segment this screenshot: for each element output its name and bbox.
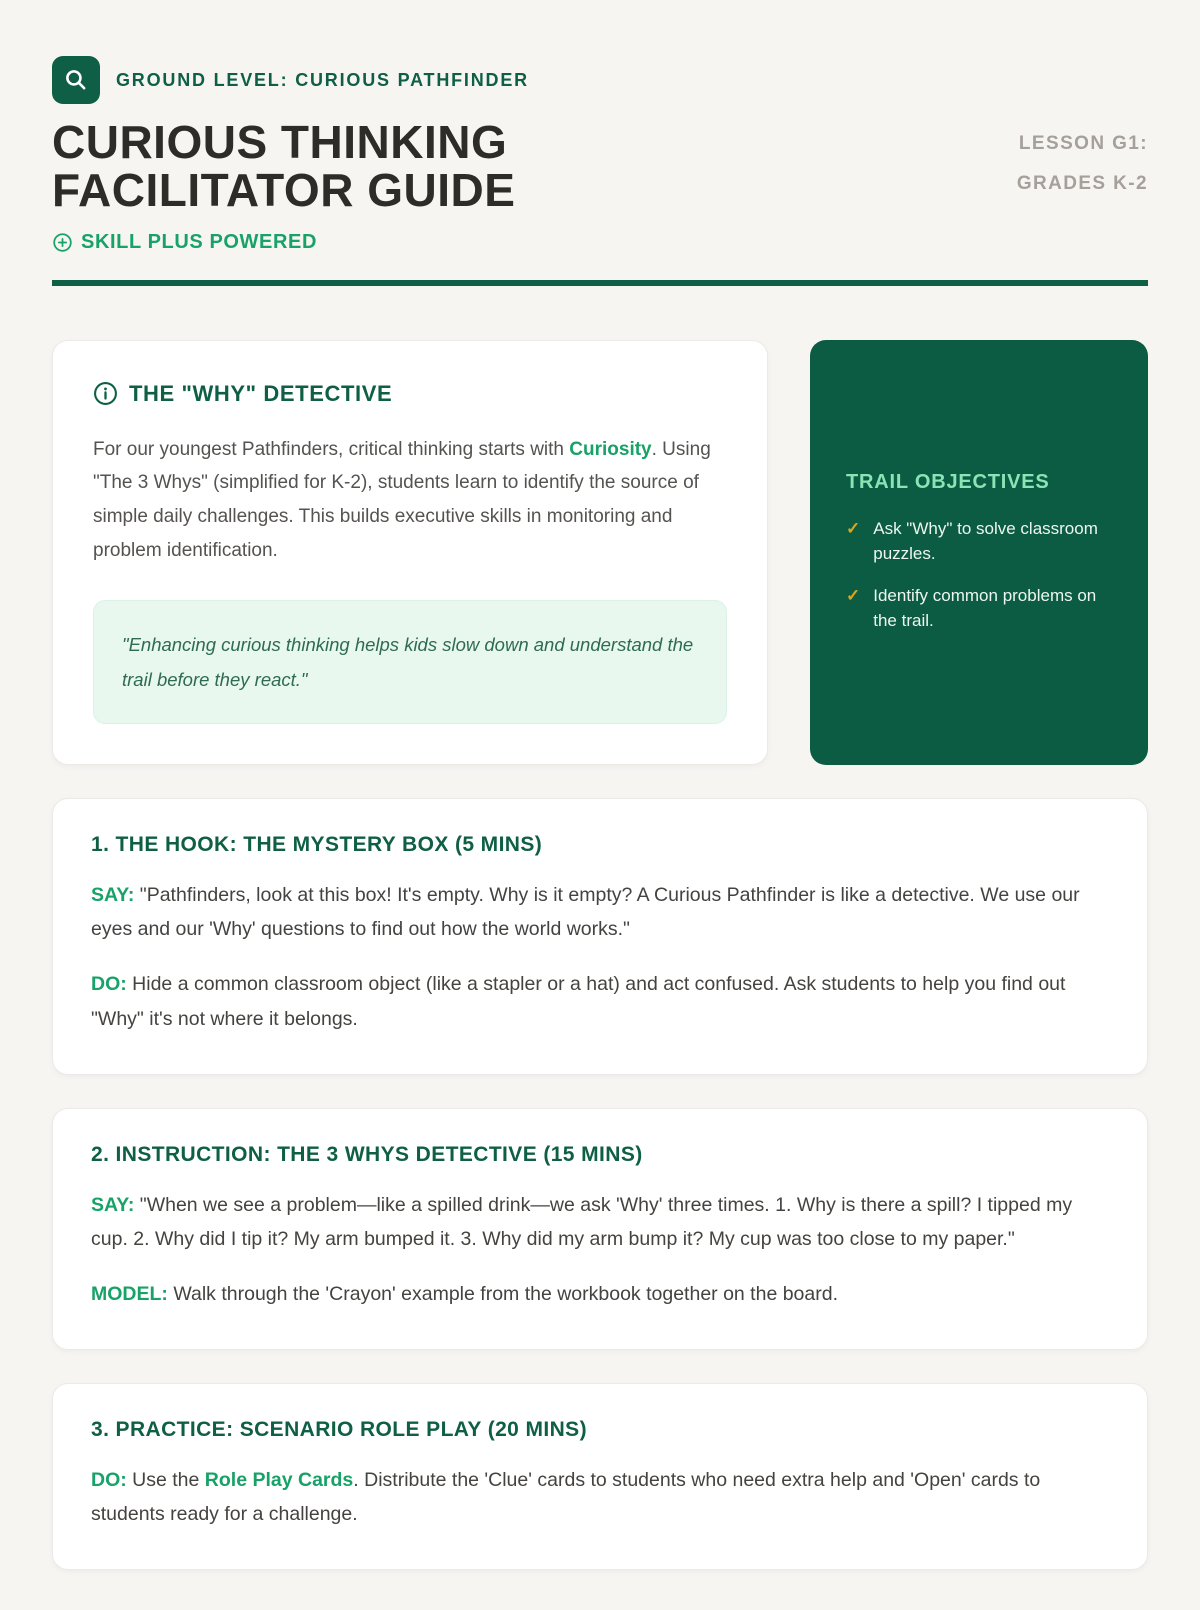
objective-item-text: Identify common problems on the trail. bbox=[873, 585, 1097, 631]
plus-circle-icon bbox=[52, 232, 73, 253]
overview-body-before: For our youngest Pathfinders, critical thinking starts with bbox=[93, 438, 570, 460]
step-card-instruction bbox=[52, 1108, 1148, 1350]
step-paragraph bbox=[91, 1463, 1109, 1531]
magnifier-icon bbox=[52, 56, 100, 104]
step-paragraph-text: Walk through the 'Crayon' example from the workbook together on the board. bbox=[173, 1282, 838, 1305]
overview-heading-text: THE "WHY" DETECTIVE bbox=[129, 380, 393, 406]
step-paragraph-text: "When we see a problem—like a spilled drink—we ask 'Why' three times. 1. Why is there a spill? I tipped my cup. 2. Why did I tip it? My arm bumped it. 3. Why did my arm bump it? My cup was too close to my paper." bbox=[91, 1193, 1073, 1250]
top-row bbox=[52, 340, 1148, 766]
divider-rule bbox=[52, 280, 1148, 286]
check-icon: ✓ bbox=[846, 518, 861, 538]
model-label: MODEL: bbox=[91, 1282, 168, 1305]
do-label: DO: bbox=[91, 973, 127, 996]
objectives-heading: TRAIL OBJECTIVES bbox=[846, 470, 1050, 493]
header bbox=[52, 56, 1148, 286]
step-paragraph-text: Use the bbox=[132, 1469, 205, 1491]
step-paragraph bbox=[91, 1188, 1109, 1256]
do-label: DO: bbox=[91, 1469, 127, 1491]
step-card-practice bbox=[52, 1383, 1148, 1570]
step-heading: 3. PRACTICE: SCENARIO ROLE PLAY (20 MINS) bbox=[91, 1418, 587, 1441]
quote-box bbox=[93, 600, 727, 724]
overview-body bbox=[93, 433, 727, 568]
objective-item-text: Ask "Why" to solve classroom puzzles. bbox=[873, 518, 1098, 564]
overview-heading bbox=[93, 381, 727, 407]
title-row bbox=[52, 118, 1148, 215]
lesson-meta bbox=[1017, 124, 1148, 204]
powered-row bbox=[52, 231, 1148, 254]
objectives-card bbox=[810, 340, 1148, 766]
page-title bbox=[52, 118, 515, 215]
page-title-line1: CURIOUS THINKING bbox=[52, 116, 508, 168]
step-card-hook bbox=[52, 798, 1148, 1075]
step-heading: 1. THE HOOK: THE MYSTERY BOX (5 MINS) bbox=[91, 833, 543, 857]
step-heading: 2. INSTRUCTION: THE 3 WHYS DETECTIVE (15 MINS) bbox=[91, 1142, 643, 1166]
grades-label: GRADES K-2 bbox=[1016, 172, 1148, 194]
lesson-label: LESSON G1: bbox=[1018, 133, 1148, 154]
step-paragraph bbox=[91, 967, 1109, 1035]
page-title-line2: FACILITATOR GUIDE bbox=[52, 164, 516, 217]
overview-body-bold: Curiosity bbox=[569, 438, 652, 460]
overview-body-after: . Using "The 3 Whys" (simplified for K-2), students learn to identify the source of simple daily challenges. This builds executive skills in monitoring and problem identification. bbox=[93, 438, 711, 562]
overview-card bbox=[52, 340, 768, 766]
role-play-cards-bold: Role Play Cards bbox=[204, 1469, 354, 1491]
step-paragraph-text: . Distribute the 'Clue' cards to students who need extra help and 'Open' cards to students ready for a challenge. bbox=[91, 1469, 1041, 1526]
objective-item bbox=[846, 516, 1112, 567]
step-paragraph bbox=[91, 878, 1109, 946]
say-label: SAY: bbox=[91, 884, 135, 907]
step-paragraph-text: "Pathfinders, look at this box! It's empty. Why is it empty? A Curious Pathfinder is like a detective. We use our eyes and our 'Why' questions to find out how the world works." bbox=[91, 884, 1080, 941]
step-paragraph-text: Hide a common classroom object (like a stapler or a hat) and act confused. Ask students to help you find out "Why" it's not where it belongs. bbox=[91, 973, 1066, 1030]
say-label: SAY: bbox=[91, 1193, 135, 1216]
step-paragraph bbox=[91, 1277, 1109, 1311]
quote-text: "Enhancing curious thinking helps kids slow down and understand the trail before they react." bbox=[122, 633, 694, 690]
powered-label: SKILL PLUS POWERED bbox=[81, 230, 318, 253]
info-icon bbox=[93, 381, 118, 406]
objectives-list bbox=[846, 516, 1112, 634]
objective-item bbox=[846, 583, 1112, 634]
check-icon: ✓ bbox=[846, 585, 861, 605]
eyebrow-row bbox=[52, 56, 1148, 104]
eyebrow-label: GROUND LEVEL: CURIOUS PATHFINDER bbox=[116, 69, 529, 90]
